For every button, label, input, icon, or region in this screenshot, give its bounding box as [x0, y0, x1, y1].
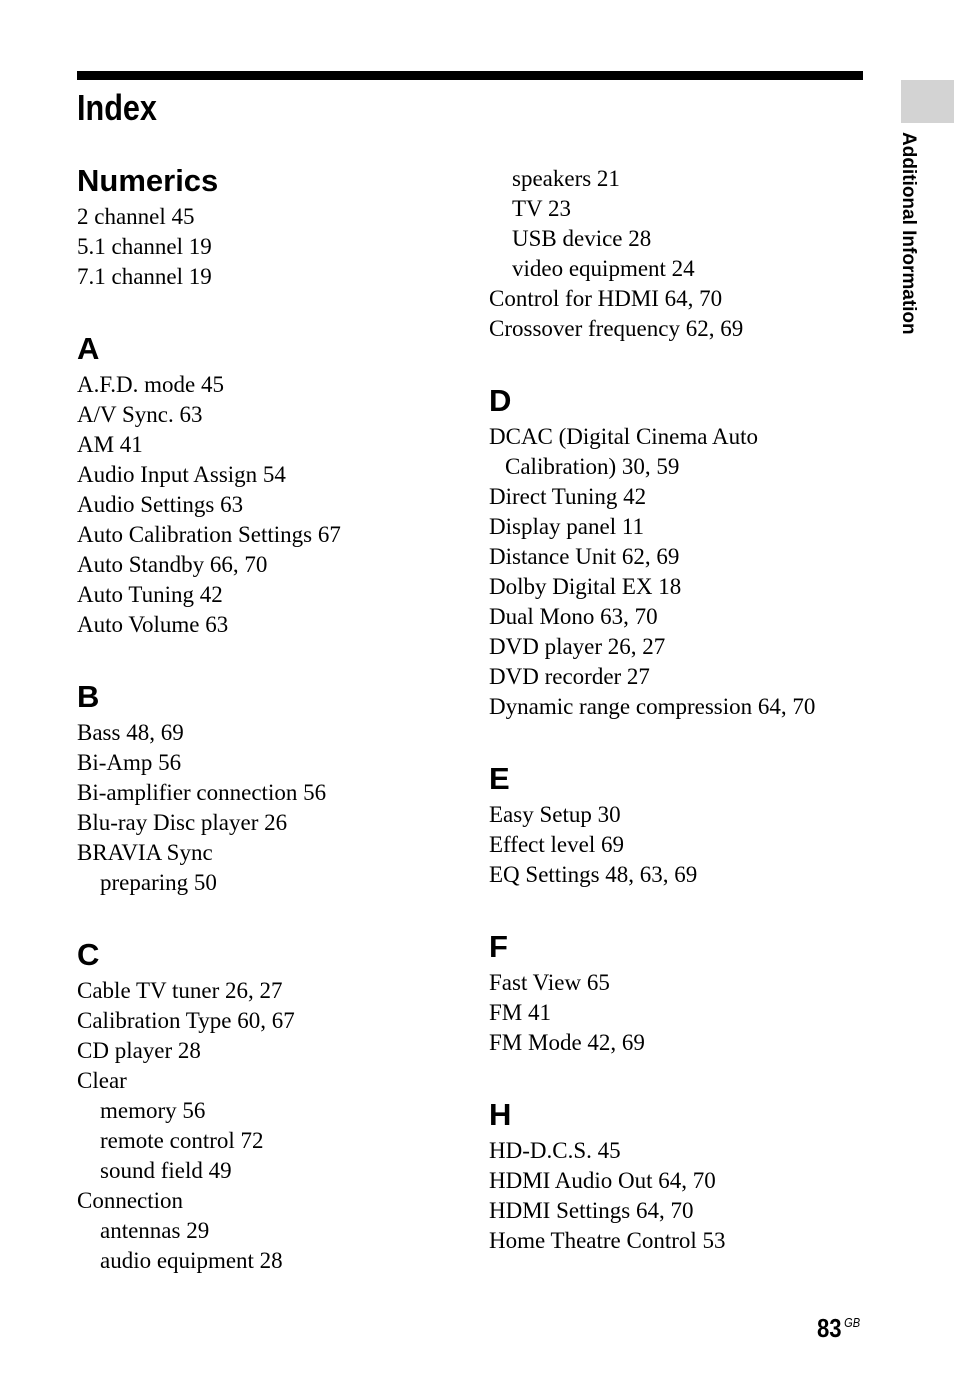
index-entry: Bi-Amp 56: [77, 750, 182, 775]
index-entry: DVD player 26, 27: [489, 634, 666, 659]
index-entry: Home Theatre Control 53: [489, 1228, 726, 1253]
section-tab-marker: [901, 80, 954, 123]
index-entry: Fast View 65: [489, 970, 610, 995]
index-entry: Calibration) 30, 59: [505, 454, 680, 479]
index-entry: Cable TV tuner 26, 27: [77, 978, 283, 1003]
index-section: [77, 934, 477, 1276]
index-entry: HDMI Settings 64, 70: [489, 1198, 694, 1223]
top-rule: [77, 71, 863, 80]
index-subentry: speakers 21: [512, 166, 620, 191]
index-entry: Auto Calibration Settings 67: [77, 522, 341, 547]
index-entry: DVD recorder 27: [489, 664, 650, 689]
index-entry: Direct Tuning 42: [489, 484, 647, 509]
index-entry: BRAVIA Sync: [77, 840, 213, 865]
index-entry: Calibration Type 60, 67: [77, 1008, 295, 1033]
index-entry: Effect level 69: [489, 832, 624, 857]
section-heading: H: [489, 1097, 512, 1132]
index-section: [489, 164, 869, 344]
section-gap: [77, 292, 477, 328]
index-subentry: remote control 72: [100, 1128, 264, 1153]
page-number-suffix: GB: [844, 1315, 861, 1330]
index-entry: A/V Sync. 63: [77, 402, 203, 427]
index-entry: Dolby Digital EX 18: [489, 574, 682, 599]
index-entry: Auto Tuning 42: [77, 582, 223, 607]
index-entry: HDMI Audio Out 64, 70: [489, 1168, 716, 1193]
index-column-left: [77, 160, 477, 1276]
index-subentry: TV 23: [512, 196, 571, 221]
index-entry: A.F.D. mode 45: [77, 372, 225, 397]
index-entry: Bass 48, 69: [77, 720, 184, 745]
index-entry: AM 41: [77, 432, 143, 457]
index-entry: Connection: [77, 1188, 184, 1213]
index-entry: Auto Volume 63: [77, 612, 229, 637]
index-entry: DCAC (Digital Cinema Auto: [489, 424, 758, 449]
section-gap: [77, 898, 477, 934]
index-subentry: USB device 28: [512, 226, 652, 251]
index-section: [77, 676, 477, 898]
section-heading: A: [77, 331, 100, 366]
section-gap: [489, 722, 869, 758]
index-section: [489, 758, 869, 890]
index-entry: Control for HDMI 64, 70: [489, 286, 723, 311]
index-entry: CD player 28: [77, 1038, 201, 1063]
section-heading: F: [489, 929, 508, 964]
index-entry: FM 41: [489, 1000, 551, 1025]
index-entry: Crossover frequency 62, 69: [489, 316, 744, 341]
index-entry: Auto Standby 66, 70: [77, 552, 268, 577]
index-entry: 7.1 channel 19: [77, 264, 212, 289]
index-column-right: [489, 164, 869, 1256]
section-tab-text: Additional Information: [898, 132, 919, 335]
section-gap: [489, 344, 869, 380]
index-subentry: sound field 49: [100, 1158, 232, 1183]
section-gap: [77, 640, 477, 676]
index-subentry: audio equipment 28: [100, 1248, 283, 1273]
section-heading: C: [77, 937, 100, 972]
index-entry: Bi-amplifier connection 56: [77, 780, 327, 805]
index-subentry: antennas 29: [100, 1218, 210, 1243]
index-entry: FM Mode 42, 69: [489, 1030, 645, 1055]
page-number: [817, 1306, 860, 1345]
index-section: [489, 380, 869, 722]
index-subentry: preparing 50: [100, 870, 217, 895]
index-entry: Display panel 11: [489, 514, 645, 539]
section-heading: B: [77, 679, 100, 714]
index-section: [489, 1094, 869, 1256]
index-entry: Dynamic range compression 64, 70: [489, 694, 816, 719]
index-subentry: memory 56: [100, 1098, 206, 1123]
section-heading: E: [489, 761, 510, 796]
section-gap: [489, 1058, 869, 1094]
section-gap: [489, 890, 869, 926]
index-entry: Easy Setup 30: [489, 802, 621, 827]
index-entry: Blu-ray Disc player 26: [77, 810, 288, 835]
index-entry: HD-D.C.S. 45: [489, 1138, 621, 1163]
index-entry: EQ Settings 48, 63, 69: [489, 862, 698, 887]
index-section: [489, 926, 869, 1058]
index-entry: 2 channel 45: [77, 204, 195, 229]
index-subentry: video equipment 24: [512, 256, 695, 281]
index-section: [77, 160, 477, 292]
page-title: Index: [77, 87, 157, 128]
section-heading: D: [489, 383, 512, 418]
index-entry: Clear: [77, 1068, 127, 1093]
index-entry: Distance Unit 62, 69: [489, 544, 680, 569]
index-entry: Dual Mono 63, 70: [489, 604, 658, 629]
index-entry: Audio Settings 63: [77, 492, 244, 517]
index-section: [77, 328, 477, 640]
index-entry: 5.1 channel 19: [77, 234, 212, 259]
index-entry: Audio Input Assign 54: [77, 462, 286, 487]
section-heading: Numerics: [77, 163, 219, 198]
section-tab-label: [895, 132, 921, 372]
page-number-value: 83: [817, 1313, 842, 1343]
